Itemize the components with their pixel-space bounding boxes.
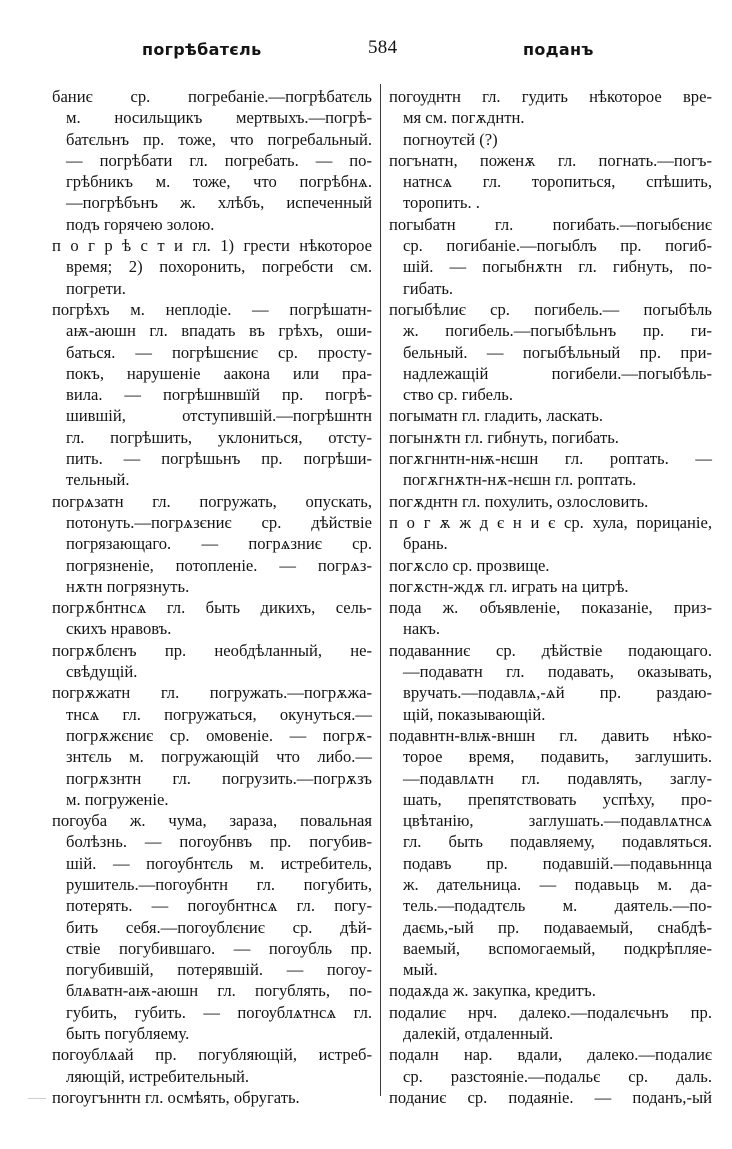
dictionary-line: погѫгнѫтн-нѫ-нєшн гл. роптать. — [403, 470, 637, 490]
header-right-guideword: поданъ — [523, 40, 594, 59]
dictionary-line: цвѣтанію, заглушать.—подавлѧтнсѧ — [403, 811, 712, 831]
dictionary-line: потонуть.—погрѧзєниє ср. дѣйствіе — [66, 512, 372, 532]
right-column — [389, 86, 712, 1108]
dictionary-line: баться. — погрѣшєниє ср. просту- — [66, 342, 372, 362]
dictionary-line: —подаватн гл. подавать, оказывать, — [403, 662, 712, 682]
dictionary-line: тельный. — [66, 470, 130, 490]
dictionary-line: ствіе погубившаго. — погоубль пр. — [66, 938, 372, 958]
dictionary-line: гл. погрѣшить, уклониться, отсту- — [66, 427, 372, 447]
dictionary-line: погрѫбнтнсѧ гл. быть дикихъ, сель- — [52, 598, 372, 618]
dictionary-line: пить. — погрѣшьнъ пр. погрѣши- — [66, 449, 372, 469]
dictionary-line: —погрѣбънъ ж. хлѣбъ, испеченный — [66, 193, 372, 213]
dictionary-line: вила. — погрѣшнвшїй пр. погрѣ- — [66, 385, 372, 405]
dictionary-line: м. погруженіе. — [66, 789, 169, 809]
dictionary-line: шій. — погоубнтєль м. истребитель, — [66, 853, 372, 873]
dictionary-line: погѫднтн гл. похулить, озлословить. — [389, 491, 649, 511]
dictionary-line: надлежащій погибели.—погыбѣль- — [403, 363, 712, 383]
dictionary-line: погоублѧай пр. погубляющій, истреб- — [52, 1045, 372, 1065]
dictionary-line: тель.—подадтєль м. даятель.—по- — [403, 896, 712, 916]
dictionary-line: батєльнъ пр. тоже, что погребальный. — [66, 129, 372, 149]
dictionary-line: подъ горячею золою. — [66, 214, 215, 234]
dictionary-line: торое время, подавить, заглушить. — [403, 747, 712, 767]
dictionary-line: погыбѣлиє ср. погибель.— погыбѣль — [389, 299, 712, 319]
scan-mark — [28, 1098, 46, 1099]
dictionary-line: погрѧзатн гл. погружать, опускать, — [52, 491, 372, 511]
dictionary-line: погрѫжєниє ср. омовеніе. — погрѫ- — [66, 725, 372, 745]
dictionary-line: погноутєй (?) — [403, 129, 498, 149]
dictionary-line: бить себя.—погоублєниє ср. дѣй- — [66, 917, 372, 937]
dictionary-line: поданиє ср. подаяніе. — поданъ,-ый — [389, 1087, 712, 1107]
dictionary-line: тнсѧ гл. погружаться, окунуться.— — [66, 704, 372, 724]
dictionary-line: вручать.—подавлѧ,-ѧй пр. раздаю- — [403, 683, 712, 703]
dictionary-line: время; 2) похоронить, погребсти см. — [66, 257, 372, 277]
dictionary-line: болѣзнь. — погоубнвъ пр. погубив- — [66, 832, 372, 852]
dictionary-line: подаѫда ж. закупка, кредитъ. — [389, 981, 596, 1001]
dictionary-line: подалиє нрч. далеко.—подалєчьнъ пр. — [389, 1002, 712, 1022]
dictionary-line: рушитель.—погоубнтн гл. погубить, — [66, 874, 372, 894]
dictionary-line: погѫгннтн-нѭ-нєшн гл. роптать. — — [389, 449, 712, 469]
dictionary-line: подавнтн-влѭ-вншн гл. давить нѣко- — [389, 725, 712, 745]
dictionary-line: п о г р ѣ с т и гл. 1) грести нѣкоторое — [52, 236, 372, 256]
dictionary-line: погоуба ж. чума, зараза, повальная — [52, 811, 372, 831]
dictionary-line: знтєль м. погружающій что либо.— — [66, 747, 372, 767]
dictionary-line: ср. разстояніе.—подальє ср. даль. — [403, 1066, 712, 1086]
dictionary-line: — погрѣбати гл. погребать. — по- — [66, 150, 372, 170]
dictionary-line: м. носильщикъ мертвыхъ.—погрѣ- — [66, 108, 372, 128]
dictionary-line: —подавлѧтн гл. подавлять, заглу- — [403, 768, 712, 788]
dictionary-line: щій, показывающій. — [403, 704, 546, 724]
dictionary-line: бельный. — погыбѣльный пр. при- — [403, 342, 712, 362]
dictionary-line: накъ. — [403, 619, 441, 639]
dictionary-line: погрѣхъ м. неплодіе. — погрѣшатн- — [52, 299, 372, 319]
dictionary-line: погыбатн гл. погибать.—погыбєниє — [389, 214, 712, 234]
dictionary-line: погубившій, потерявшій. — погоу- — [66, 960, 372, 980]
dictionary-line: ваемый, вспомогаемый, подкрѣпляе- — [403, 938, 712, 958]
dictionary-line: погрѫжатн гл. погружать.—погрѫжа- — [52, 683, 372, 703]
dictionary-line: ср. погибаніе.—погыблъ пр. погиб- — [403, 236, 712, 256]
dictionary-line: погынѫтн гл. гибнуть, погибать. — [389, 427, 619, 447]
dictionary-line: покъ, нарушеніе аакона или пра- — [66, 363, 372, 383]
dictionary-line: свѣдущій. — [66, 662, 138, 682]
dictionary-line: ж. дательница. — подавьць м. да- — [403, 874, 712, 894]
dictionary-line: подавъ пр. подавшій.—подавьннца — [403, 853, 712, 873]
dictionary-line: ж. погибель.—погыбѣльнъ пр. ги- — [403, 321, 712, 341]
dictionary-line: натнсѧ гл. торопиться, спѣшить, — [403, 172, 712, 192]
dictionary-line: п о г ѫ ж д є н и є ср. хула, порицаніе, — [389, 512, 712, 532]
dictionary-line: блѧватн-аѭ-аюшн гл. погублять, по- — [66, 981, 372, 1001]
dictionary-line: погрети. — [66, 278, 126, 298]
dictionary-line: погрязающаго. — погрѧзниє ср. — [66, 534, 372, 554]
left-column — [52, 86, 372, 1108]
column-divider — [380, 84, 381, 1096]
dictionary-line: погрязненіе, потопленіе. — погрѧз- — [66, 555, 372, 575]
dictionary-line: мя см. погѫднтн. — [403, 108, 525, 128]
dictionary-line: грѣбникъ м. тоже, что погрѣбнѧ. — [66, 172, 372, 192]
dictionary-line: баниє ср. погребаніе.—погрѣбатєль — [52, 87, 372, 106]
dictionary-line: губить, губить. — погоублѧтнсѧ гл. — [66, 1002, 372, 1022]
dictionary-line: шившій, отступившій.—погрѣшнтн — [66, 406, 372, 426]
dictionary-line: погѫсло ср. прозвище. — [389, 555, 550, 575]
dictionary-line: гл. быть подавляему, подавляться. — [403, 832, 712, 852]
running-header — [0, 37, 732, 72]
dictionary-line: подалн нар. вдали, далеко.—подалиє — [389, 1045, 712, 1065]
dictionary-line: погѫстн-ждѫ гл. играть на цитрѣ. — [389, 576, 629, 596]
dictionary-line: погрѫблєнъ пр. необдѣланный, не- — [52, 640, 372, 660]
dictionary-line: погыматн гл. гладить, ласкать. — [389, 406, 604, 426]
dictionary-line: шій. — погыбнѫтн гл. гибнуть, по- — [403, 257, 712, 277]
dictionary-line: брань. — [403, 534, 448, 554]
dictionary-line: пода ж. объявленіе, показаніе, приз- — [389, 598, 712, 618]
dictionary-line: гибать. — [403, 278, 454, 298]
dictionary-line: мый. — [403, 960, 438, 980]
dictionary-line: ляющій, истребительный. — [66, 1066, 250, 1086]
dictionary-line: потерять. — погоубнтнсѧ гл. погу- — [66, 896, 372, 916]
dictionary-line: погрѫзнтн гл. погрузить.—погрѫзъ — [66, 768, 372, 788]
dictionary-line: аѭ-аюшн гл. впадать въ грѣхъ, оши- — [66, 321, 372, 341]
dictionary-line: подаванниє ср. дѣйствіе подающаго. — [389, 640, 712, 660]
dictionary-line: погънатн, поженѫ гл. погнать.—погъ- — [389, 150, 712, 170]
header-left-guideword: погрѣбатєль — [142, 40, 262, 59]
dictionary-line: торопить. . — [403, 193, 480, 213]
dictionary-line: ство ср. гибель. — [403, 385, 514, 405]
dictionary-line: нѫтн погрязнуть. — [66, 576, 190, 596]
page-number: 584 — [368, 37, 398, 58]
dictionary-line: погоуднтн гл. гудить нѣкоторое вре- — [389, 87, 712, 106]
dictionary-line: шать, препятствовать успѣху, про- — [403, 789, 712, 809]
dictionary-line: быть погубляему. — [66, 1024, 190, 1044]
dictionary-line: погоугъннтн гл. осмѣять, обругать. — [52, 1087, 300, 1107]
dictionary-line: далекій, отдаленный. — [403, 1024, 554, 1044]
dictionary-line: скихъ нравовъ. — [66, 619, 172, 639]
dictionary-line: даємь,-ый пр. подаваемый, снабдѣ- — [403, 917, 712, 937]
